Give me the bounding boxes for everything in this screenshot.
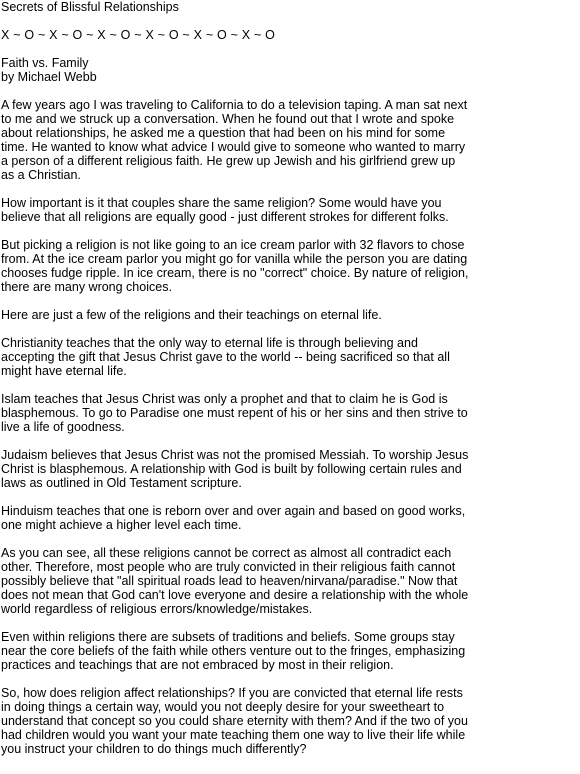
paragraph: A few years ago I was traveling to California to do a television taping. A man sat next to me and we struck up a conversation. When he found out that I wrote and spoke about relationships, he asked me a question that had been on his mind for some time. He wanted to know what advice I would give to someone who wanted to marry a person of a different religious faith. He grew up Jewish and his girlfriend grew up as a Christian. — [1, 98, 468, 182]
paragraph: Even within religions there are subsets of traditions and beliefs. Some groups stay near the core beliefs of the faith while others venture out to the fringes, emphasizing practices and teachings that are not embraced by most in their religion. — [1, 630, 466, 672]
paragraph: Christianity teaches that the only way to eternal life is through believing and accepting the gift that Jesus Christ gave to the world -- being sacrificed so that all might have eternal life. — [1, 336, 450, 378]
paragraph: As you can see, all these religions cannot be correct as almost all contradict each other. Therefore, most people who are truly convicted in their religious faith cannot possibly believe that "all spiritual roads lead to heaven/nirvana/paradise." Now that does not mean that God can't love everyone and desire a relationship with the whole world regardless of religious errors/knowledge/mistakes. — [1, 546, 469, 616]
paragraph: How important is it that couples share the same religion? Some would have you believe that all religions are equally good - just different strokes for different folks. — [1, 196, 449, 224]
paragraph: Here are just a few of the religions and their teachings on eternal life. — [1, 308, 382, 322]
paragraph: Judaism believes that Jesus Christ was not the promised Messiah. To worship Jesus Christ is blasphemous. A relationship with God is built by following certain rules and laws as outlined in Old Testament scripture. — [1, 448, 469, 490]
article-title: Faith vs. Family — [1, 56, 89, 70]
paragraph: Islam teaches that Jesus Christ was only a prophet and that to claim he is God is blasphemous. To go to Paradise one must repent of his or her sins and then strive to live a life of goodness. — [1, 392, 468, 434]
paragraph: But picking a religion is not like going to an ice cream parlor with 32 flavors to chose from. At the ice cream parlor you might go for vanilla while the person you are dating chooses fudge ripple. In ice cream, there is no "correct" choice. By nature of religion, there are many wrong choices. — [1, 238, 469, 294]
decorative-divider: X ~ O ~ X ~ O ~ X ~ O ~ X ~ O ~ X ~ O ~ X ~ O — [1, 28, 276, 42]
paragraph: Hinduism teaches that one is reborn over and over again and based on good works, one might achieve a higher level each time. — [1, 504, 466, 532]
article-author: by Michael Webb — [1, 70, 97, 84]
paragraph: So, how does religion affect relationships? If you are convicted that eternal life rests in doing things a certain way, would you not deeply desire for your sweetheart to understand that concept so you could share eternity with them? And if the two of you had children would you want your mate teaching them one way to live their life while you instruct your children to do things much differently? — [1, 686, 468, 756]
series-title: Secrets of Blissful Relationships — [1, 0, 179, 14]
